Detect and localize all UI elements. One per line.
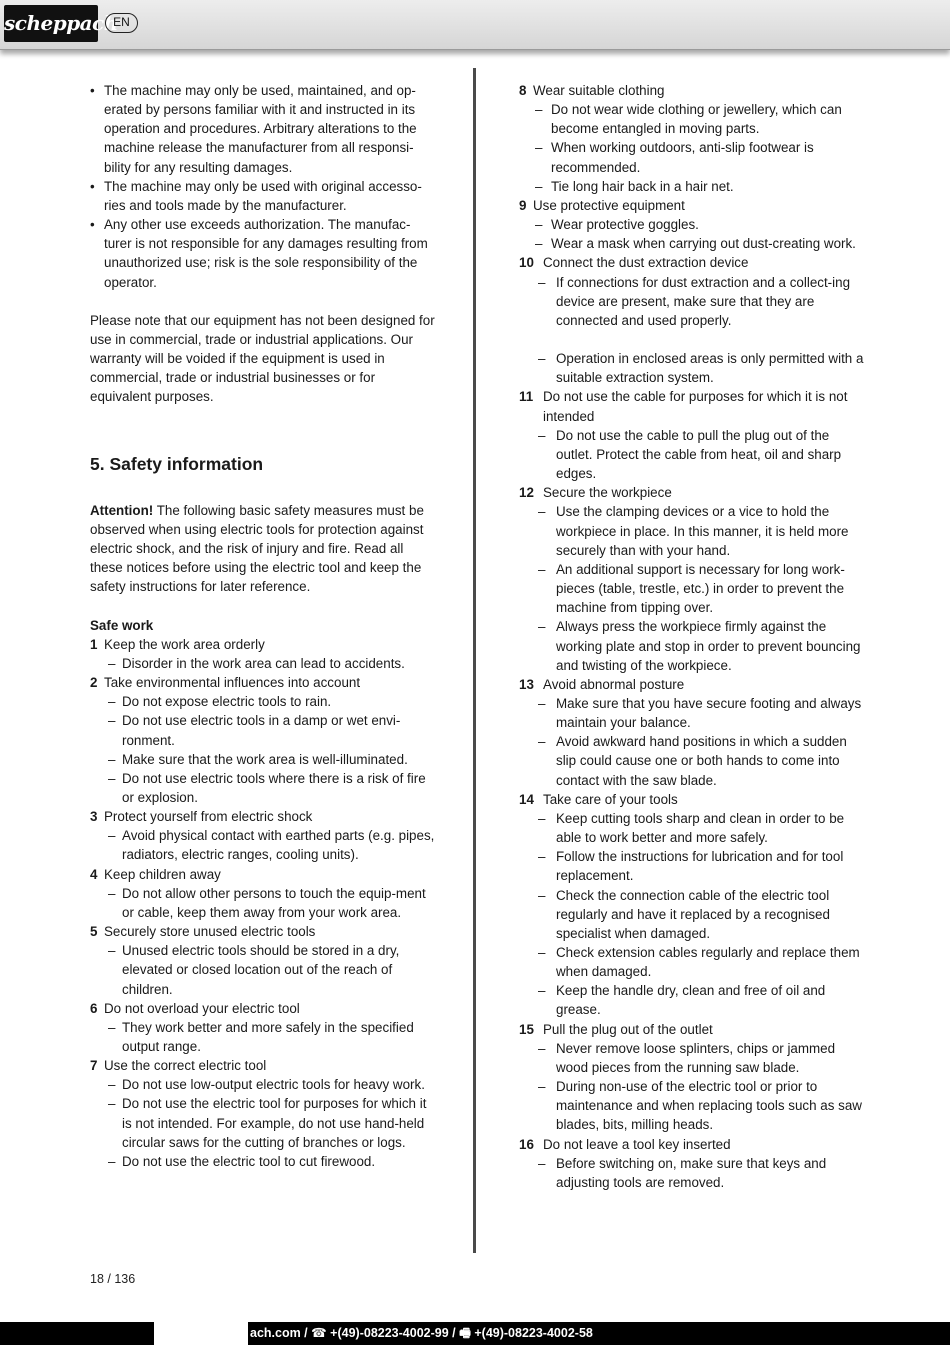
item-number: 2 [90,675,98,691]
item-title: Take environmental influences into account [104,675,361,691]
dash-item: – Do not allow other persons to touch the equip-ment or cable, keep them away from your work area. [90,884,435,922]
footer-contact [250,1322,796,1345]
dash-item: – Do not expose electric tools to rain. [90,692,435,711]
bullet-item: • The machine may only be used, maintained, and op-erated by persons familiar with it and instructed in its operation and procedures. Arbitrary alterations to the machine release the manufacturer from all responsi-bility for any resulting damages. [90,81,435,177]
safety-item [519,387,864,425]
dash-item: – Check the connection cable of the electric tool regularly and have it replaced by a recognised specialist when damaged. [519,886,864,943]
attention-label: Attention! [90,502,154,518]
item-title: Do not leave a tool key inserted [543,1136,731,1152]
dash-item: – Check extension cables regularly and replace them when damaged. [519,943,864,981]
spacer [519,330,864,349]
language-badge: EN [105,13,138,33]
dash-item: – Avoid physical contact with earthed parts (e.g. pipes, radiators, electric ranges, cooling units). [90,826,435,864]
page-header [0,0,950,50]
dash-item: – Do not use electric tools where there is a risk of fire or explosion. [90,769,435,807]
item-title: Wear suitable clothing [533,83,665,98]
item-title: Do not overload your electric tool [104,1000,300,1016]
dash-item: – Before switching on, make sure that keys and adjusting tools are removed. [519,1154,864,1192]
bullet-item: • The machine may only be used with original accesso-ries and tools made by the manufacturer. [90,177,435,215]
dash-item: – Wear a mask when carrying out dust-creating work. [519,234,864,253]
item-number: 3 [90,809,98,825]
dash-item: – Do not use the electric tool for purposes for which it is not intended. For example, do not use hand-held circular saws for the cutting of branches or logs. [90,1094,435,1151]
safety-item [519,1020,864,1039]
dash-item: – Keep cutting tools sharp and clean in order to be able to work better and more safely. [519,809,864,847]
item-number: 4 [90,866,98,882]
item-number: 9 [519,197,527,213]
footer-gap [154,1322,248,1345]
dash-item: – Operation in enclosed areas is only permitted with a suitable extraction system. [519,349,864,387]
dash-item: – Make sure that the work area is well-illuminated. [90,750,435,769]
item-number: 14 [519,791,534,807]
item-number: 1 [90,636,98,652]
item-number: 8 [519,83,527,98]
footer-contact-text: ach.com / ☎ +(49)-08223-4002-99 / 🖷 +(49)-08223-4002-58 [250,1326,593,1340]
item-title: Keep the work area orderly [104,636,265,652]
dash-item: – When working outdoors, anti-slip footwear is recommended. [519,138,864,176]
dash-item: – Tie long hair back in a hair net. [519,177,864,196]
safety-item [90,1056,435,1075]
item-number: 6 [90,1000,98,1016]
dash-item: – If connections for dust extraction and a collect-ing device are present, make sure that they are connected and used properly. [519,273,864,330]
dash-item: – Do not use the electric tool to cut firewood. [90,1152,435,1171]
dash-item: – Use the clamping devices or a vice to hold the workpiece in place. In this manner, it is held more securely than with your hand. [519,502,864,559]
dash-item: – Unused electric tools should be stored in a dry, elevated or closed location out of the reach of children. [90,941,435,998]
attention-text: The following basic safety measures must be observed when using electric tools for protection against electric shock, and the risk of injury and fire. Read all these notices before using the electric tool and keep the safety instructions for later reference. [90,502,424,595]
dash-item: – During non-use of the electric tool or prior to maintenance and when replacing tools such as saw blades, bits, milling heads. [519,1077,864,1134]
item-title: Protect yourself from electric shock [104,809,313,825]
dash-item: – Wear protective goggles. [519,215,864,234]
column-divider [473,68,476,1253]
brand-logo: scheppach [4,5,98,42]
item-number: 5 [90,924,98,940]
dash-item: – An additional support is necessary for long work-pieces (table, trestle, etc.) in order to prevent the machine from tipping over. [519,560,864,617]
item-number: 16 [519,1136,534,1152]
left-column [90,81,435,1171]
item-title: Avoid abnormal posture [543,676,685,692]
safety-item [519,1135,864,1154]
item-title: Take care of your tools [543,791,678,807]
dash-item: – Always press the workpiece firmly against the working plate and stop in order to prevent bouncing and twisting of the workpiece. [519,617,864,674]
item-title: Do not use the cable for purposes for which it is not intended [543,389,848,424]
item-number: 11 [519,389,534,405]
item-number: 15 [519,1021,534,1037]
safety-item [90,635,435,654]
page-number: 18 / 136 [90,1272,136,1286]
item-title: Pull the plug out of the outlet [543,1021,713,1037]
safety-item [90,807,435,826]
item-title: Use protective equipment [533,197,685,213]
safety-item [519,675,864,694]
dash-item: – Keep the handle dry, clean and free of oil and grease. [519,981,864,1019]
item-title: Keep children away [104,866,221,882]
dash-item: – Avoid awkward hand positions in which a sudden slip could cause one or both hands to come into contact with the saw blade. [519,732,864,789]
item-title: Secure the workpiece [543,485,672,501]
safe-work-heading: Safe work [90,617,154,633]
item-number: 10 [519,255,534,271]
safety-item [519,253,864,272]
safety-item [90,999,435,1018]
dash-item: – Make sure that you have secure footing and always maintain your balance. [519,694,864,732]
commercial-use-note: Please note that our equipment has not been designed for use in commercial, trade or industrial applications. Our warranty will be voided if the equipment is used in commercial, trade or industrial businesses or for equivalent purposes. [90,312,435,405]
dash-item: – Do not use electric tools in a damp or wet envi-ronment. [90,711,435,749]
safety-item [519,196,864,215]
item-number: 12 [519,485,534,501]
attention-paragraph [90,501,435,597]
safety-item [519,790,864,809]
page-footer [0,1322,950,1345]
safety-item [90,922,435,941]
item-title: Use the correct electric tool [104,1058,267,1074]
item-title: Connect the dust extraction device [543,255,749,271]
safety-item [90,865,435,884]
item-number: 7 [90,1058,98,1074]
safety-item [519,81,864,100]
safety-item [519,483,864,502]
dash-item: – Do not use low-output electric tools for heavy work. [90,1075,435,1094]
dash-item: – They work better and more safely in the specified output range. [90,1018,435,1056]
right-column [519,81,864,1192]
dash-item: – Do not use the cable to pull the plug out of the outlet. Protect the cable from heat, oil and sharp edges. [519,426,864,483]
dash-item: – Follow the instructions for lubrication and for tool replacement. [519,847,864,885]
section-heading: 5. Safety information [90,453,264,474]
safety-item [90,673,435,692]
item-title: Securely store unused electric tools [104,924,316,940]
bullet-item: • Any other use exceeds authorization. The manufac-turer is not responsible for any damages resulting from unauthorized use; risk is the sole responsibility of the operator. [90,215,435,292]
item-number: 13 [519,676,534,692]
dash-item: – Disorder in the work area can lead to accidents. [90,654,435,673]
dash-item: – Never remove loose splinters, chips or jammed wood pieces from the running saw blade. [519,1039,864,1077]
dash-item: – Do not wear wide clothing or jewellery, which can become entangled in moving parts. [519,100,864,138]
